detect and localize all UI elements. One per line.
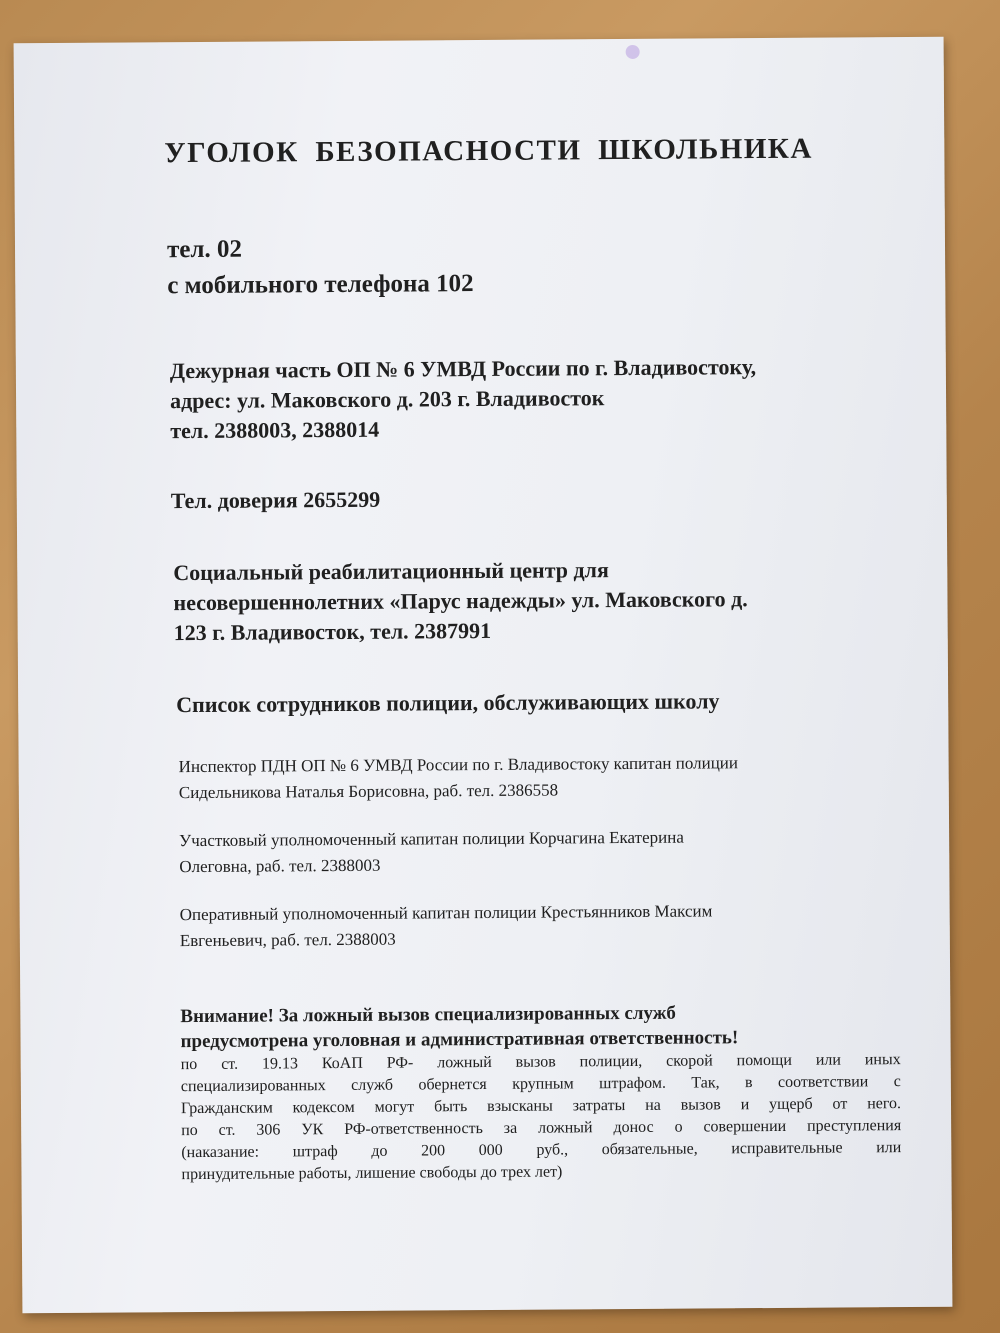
ink-mark	[626, 45, 640, 59]
warning-body-line: принудительные работы, лишение свободы до трех лет)	[181, 1163, 563, 1184]
warning-body-line: специализированных служб обернется крупным штрафом. Так, в соответствии с	[180, 1073, 901, 1096]
document-content	[164, 132, 911, 1186]
staff-item-operative	[180, 897, 910, 954]
phone-line-2: с мобильного телефона 102	[167, 270, 474, 300]
hotline: Тел. доверия 2655299	[170, 486, 381, 514]
warning-section	[180, 999, 901, 1186]
page-title: УГОЛОК БЕЗОПАСНОСТИ ШКОЛЬНИКА	[164, 132, 813, 170]
warning-body-line: по ст. 19.13 КоАП РФ- ложный вызов полиции, скорой помощи или иных	[180, 1051, 901, 1074]
paper-sheet	[14, 37, 953, 1313]
staff-item-line: Олеговна, раб. тел. 2388003	[179, 855, 381, 877]
phone-line-1: тел. 02	[166, 235, 243, 264]
staff-item-line: Евгеньевич, раб. тел. 2388003	[179, 929, 396, 951]
duty-line-2: адрес: ул. Маковского д. 203 г. Владивосток	[169, 385, 605, 414]
center-line-3: 123 г. Владивосток, тел. 2387991	[173, 617, 492, 646]
staff-item-district-officer	[179, 823, 909, 880]
warning-body-line: (наказание: штраф до 200 000 руб., обязательные, исправительные или	[181, 1139, 902, 1162]
warning-body-line: по ст. 306 УК РФ-ответственность за ложный донос о совершении преступления	[181, 1117, 902, 1140]
warning-body-line: Гражданским кодексом могут быть взысканы затраты на вызов и ущерб от него.	[180, 1095, 902, 1118]
duty-line-1: Дежурная часть ОП № 6 УМВД России по г. Владивостоку,	[169, 354, 757, 384]
staff-item-line: Оперативный уполномоченный капитан полиции Крестьянников Максим	[179, 901, 713, 925]
rehab-center-block	[173, 553, 908, 648]
warning-heading-line: предусмотрена уголовная и административная ответственность!	[180, 1027, 739, 1053]
staff-item-line: Участковый уполномоченный капитан полиции Корчагина Екатерина	[179, 827, 684, 851]
emergency-phones	[167, 227, 905, 304]
warning-body	[181, 1049, 902, 1186]
staff-item-line: Сидельникова Наталья Борисовна, раб. тел. 2386558	[178, 780, 559, 803]
warning-heading-line: Внимание! За ложный вызов специализированных служб	[180, 1002, 676, 1028]
duty-line-3: тел. 2388003, 2388014	[170, 416, 380, 444]
warning-heading	[180, 999, 900, 1054]
staff-list-title: Список сотрудников полиции, обслуживающих школу	[176, 688, 720, 718]
duty-station-block	[170, 351, 907, 446]
staff-item-inspector	[179, 749, 909, 806]
staff-item-line: Инспектор ПДН ОП № 6 УМВД России по г. Владивостоку капитан полиции	[178, 753, 739, 777]
center-line-2: несовершеннолетних «Парус надежды» ул. Маковского д.	[173, 586, 748, 616]
center-line-1: Социальный реабилитационный центр для	[173, 557, 609, 586]
